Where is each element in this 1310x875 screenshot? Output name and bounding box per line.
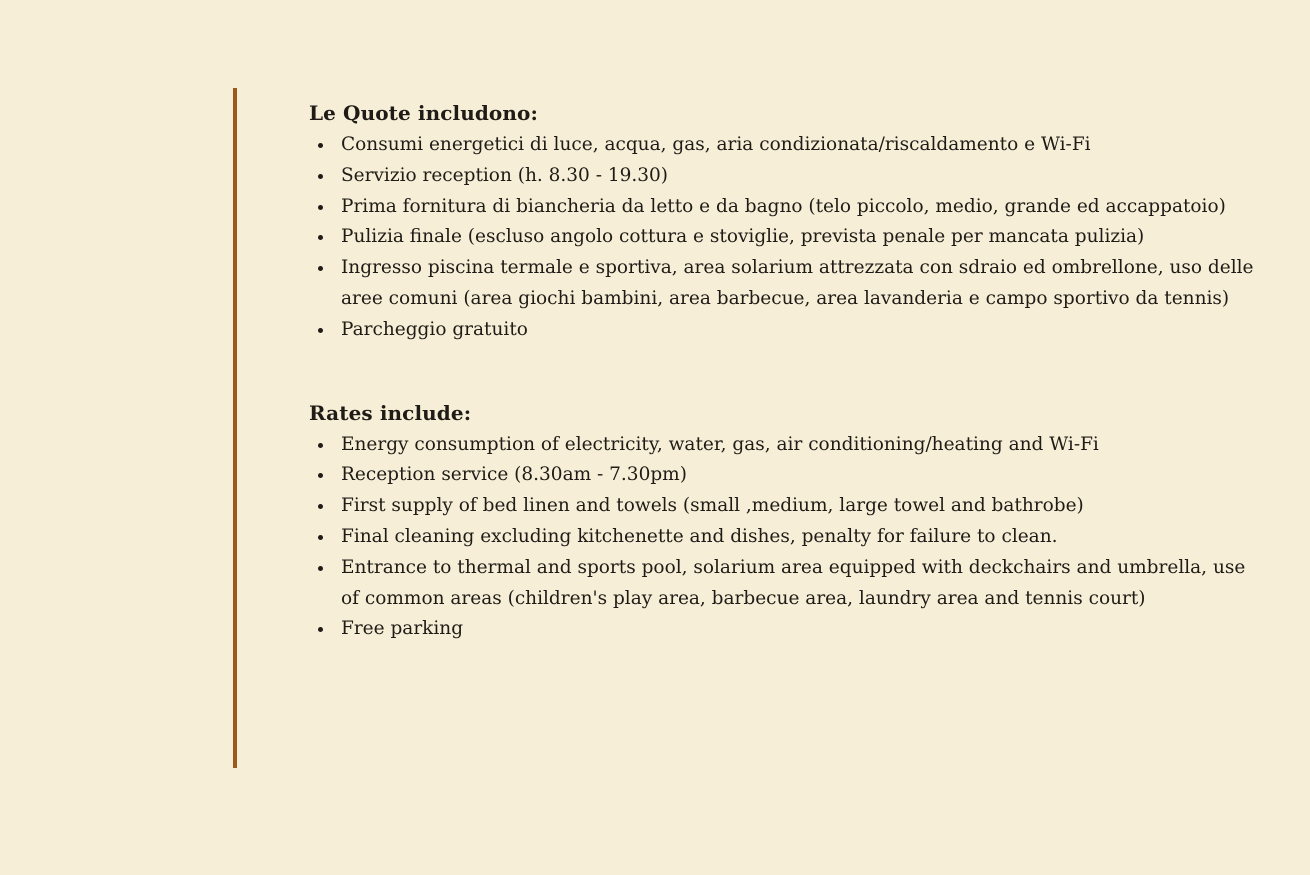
english-section — [309, 396, 1269, 646]
list-item: Pulizia finale (escluso angolo cottura e stoviglie, prevista penale per mancata pulizia) — [341, 222, 1269, 253]
list-item: Entrance to thermal and sports pool, solarium area equipped with deckchairs and umbrella, use of common areas (children's play area, barbecue area, laundry area and tennis court) — [341, 553, 1269, 615]
italian-inclusions-list — [309, 130, 1269, 346]
list-item: Consumi energetici di luce, acqua, gas, aria condizionata/riscaldamento e Wi-Fi — [341, 130, 1269, 161]
english-inclusions-list — [309, 430, 1269, 646]
list-item: Parcheggio gratuito — [341, 315, 1269, 346]
rates-content — [309, 96, 1269, 645]
accent-bar — [233, 88, 237, 768]
italian-section — [309, 96, 1269, 346]
list-item: Free parking — [341, 614, 1269, 645]
italian-section-title: Le Quote includono: — [309, 101, 538, 125]
list-item: Ingresso piscina termale e sportiva, area solarium attrezzata con sdraio ed ombrellone, uso delle aree comuni (area giochi bambini, area barbecue, area lavanderia e campo sportivo da tennis) — [341, 253, 1269, 315]
list-item: Servizio reception (h. 8.30 - 19.30) — [341, 161, 1269, 192]
list-item: First supply of bed linen and towels (small ,medium, large towel and bathrobe) — [341, 491, 1269, 522]
english-section-title: Rates include: — [309, 400, 472, 425]
list-item: Reception service (8.30am - 7.30pm) — [341, 460, 1269, 491]
list-item: Prima fornitura di biancheria da letto e da bagno (telo piccolo, medio, grande ed accappatoio) — [341, 192, 1269, 223]
list-item: Energy consumption of electricity, water, gas, air conditioning/heating and Wi-Fi — [341, 430, 1269, 461]
list-item: Final cleaning excluding kitchenette and dishes, penalty for failure to clean. — [341, 522, 1269, 553]
